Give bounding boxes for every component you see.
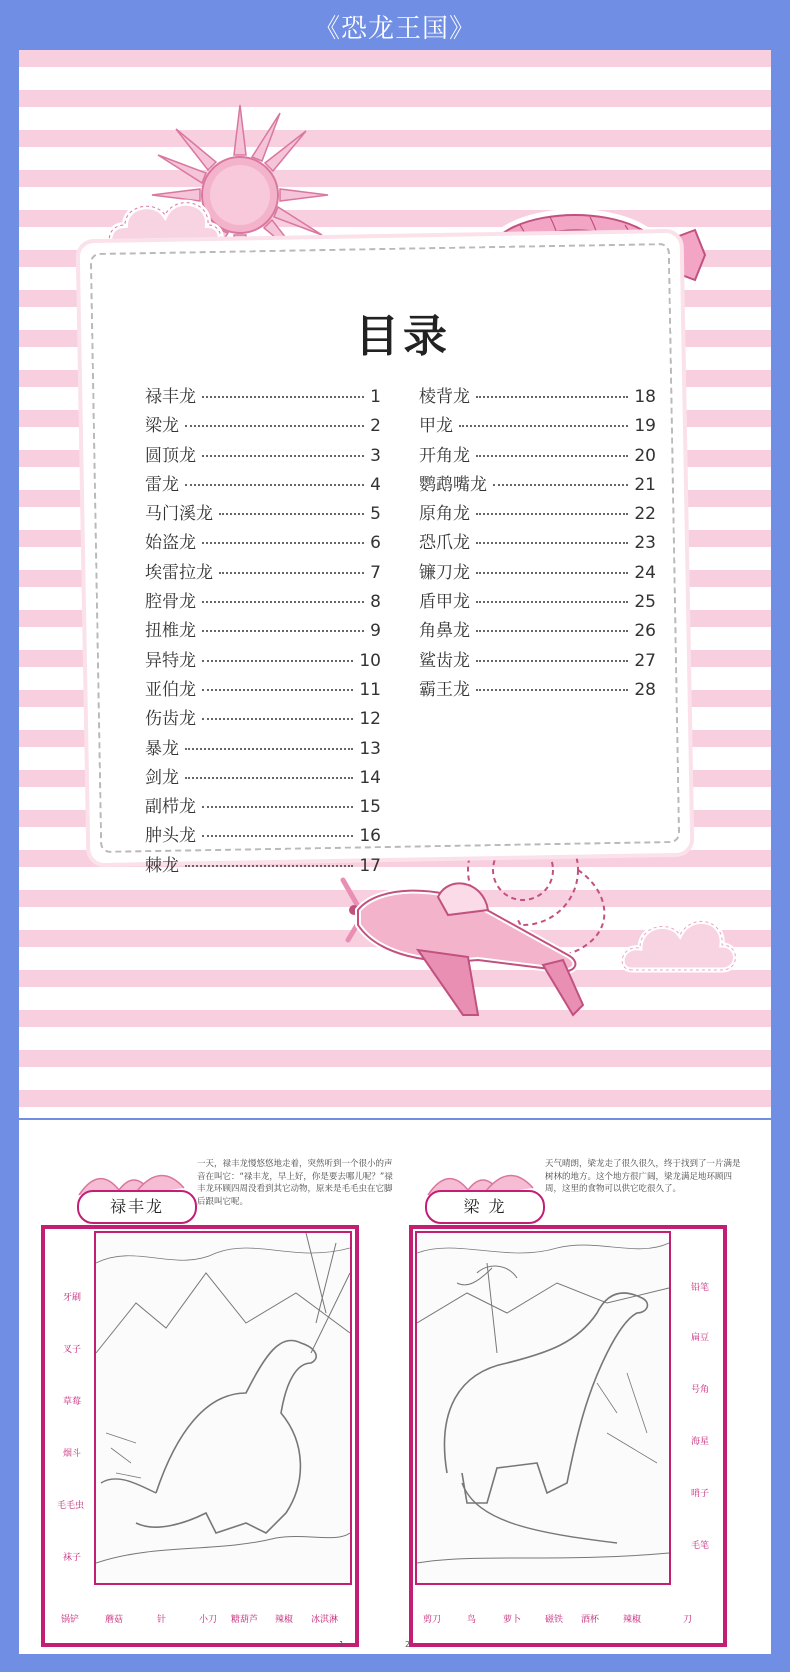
find-item-label: 号角 <box>691 1385 710 1395</box>
dinosaur-name-label: 梁 龙 <box>425 1190 545 1224</box>
page-number: 1 <box>339 1640 345 1649</box>
find-item-label: 冰淇淋 <box>311 1615 339 1625</box>
airplane-icon <box>318 865 608 1065</box>
page-lianglong <box>395 1120 771 1654</box>
find-item-label: 锅铲 <box>61 1615 80 1625</box>
find-item-label: 哨子 <box>691 1489 710 1499</box>
toc-entry[interactable]: 角鼻龙 26 <box>419 621 656 642</box>
toc-left-column <box>145 382 381 880</box>
story-text: 天气晴朗，梁龙走了很久很久，终于找到了一片满是树林的地方。这个地方很广阔，梁龙满足地环顾四周，这里的食物可以供它吃很久了。 <box>545 1159 741 1194</box>
toc-entry[interactable]: 始盗龙 6 <box>145 533 381 554</box>
toc-entry[interactable]: 剑龙 14 <box>145 767 381 788</box>
toc-entry[interactable]: 甲龙 19 <box>419 416 656 437</box>
find-item-label: 蘑菇 <box>105 1615 124 1625</box>
find-item-label: 酒杯 <box>581 1615 600 1625</box>
toc-entry[interactable]: 霸王龙 28 <box>419 679 656 700</box>
find-item-label: 扁豆 <box>691 1333 710 1343</box>
toc-entry[interactable]: 扭椎龙 9 <box>145 621 381 642</box>
toc-entry[interactable]: 副栉龙 15 <box>145 797 381 818</box>
cloud-icon <box>620 900 740 990</box>
toc-entry[interactable]: 原角龙 22 <box>419 504 656 525</box>
toc-entry[interactable]: 亚伯龙 11 <box>145 679 381 700</box>
toc-entry[interactable]: 禄丰龙 1 <box>145 387 381 407</box>
page-number: 2 <box>405 1640 411 1649</box>
toc-entry[interactable]: 暴龙 13 <box>145 738 381 759</box>
toc-right-column <box>419 382 656 704</box>
toc-entry[interactable]: 腔骨龙 8 <box>145 592 381 613</box>
find-item-label: 毛笔 <box>691 1541 710 1551</box>
puzzle-illustration[interactable] <box>415 1231 671 1585</box>
find-item-label: 铅笔 <box>691 1283 710 1293</box>
find-item-label: 辣椒 <box>275 1615 294 1625</box>
page-lufenglong <box>19 1120 395 1654</box>
find-item-label: 磁铁 <box>545 1615 564 1625</box>
find-item-label: 萝卜 <box>503 1615 522 1625</box>
toc-entry[interactable]: 开角龙 20 <box>419 445 656 466</box>
book-title: 《恐龙王国》 <box>313 14 476 44</box>
toc-entry[interactable]: 肿头龙 16 <box>145 826 381 847</box>
toc-entry[interactable]: 埃雷拉龙 7 <box>145 562 381 583</box>
find-item-label: 糖葫芦 <box>231 1615 259 1625</box>
puzzle-illustration[interactable] <box>94 1231 352 1585</box>
dinosaur-name-label: 禄丰龙 <box>77 1190 197 1224</box>
toc-entry[interactable]: 棘龙 17 <box>145 855 381 876</box>
toc-entry[interactable]: 鲨齿龙 27 <box>419 650 656 671</box>
toc-entry[interactable]: 伤齿龙 12 <box>145 709 381 730</box>
sample-spread <box>19 1120 771 1654</box>
toc-entry[interactable]: 恐爪龙 23 <box>419 533 656 554</box>
toc-entry[interactable]: 雷龙 4 <box>145 474 381 495</box>
find-item-label: 叉子 <box>63 1345 82 1355</box>
toc-heading: 目录 <box>355 311 451 362</box>
toc-entry[interactable]: 马门溪龙 5 <box>145 504 381 525</box>
find-item-label: 辣椒 <box>623 1615 642 1625</box>
find-item-label: 牙刷 <box>63 1293 82 1303</box>
toc-entry[interactable]: 圆顶龙 3 <box>145 445 381 466</box>
find-item-label: 草莓 <box>63 1397 82 1407</box>
find-item-label: 毛毛虫 <box>57 1501 85 1511</box>
find-item-label: 小刀 <box>199 1615 218 1625</box>
toc-entry[interactable]: 梁龙 2 <box>145 416 381 437</box>
toc-entry[interactable]: 棱背龙 18 <box>419 387 656 407</box>
find-item-label: 剪刀 <box>423 1615 442 1625</box>
find-item-label: 针 <box>157 1615 167 1625</box>
find-item-label: 海星 <box>691 1437 710 1447</box>
find-item-label: 鸟 <box>467 1615 477 1625</box>
toc-entry[interactable]: 盾甲龙 25 <box>419 592 656 613</box>
find-item-label: 刀 <box>683 1615 693 1625</box>
toc-entry[interactable]: 异特龙 10 <box>145 650 381 671</box>
story-text: 一天，禄丰龙慢悠悠地走着，突然听到一个很小的声音在叫它：“禄丰龙，早上好，你是要去哪儿呢？”禄丰龙环顾四周没看到其它动物，原来是毛毛虫在它脚后跟叫它呢。 <box>197 1159 393 1207</box>
find-item-label: 袜子 <box>63 1553 82 1563</box>
find-item-label: 烟斗 <box>63 1449 82 1459</box>
toc-entry[interactable]: 镰刀龙 24 <box>419 562 656 583</box>
toc-entry[interactable]: 鹦鹉嘴龙 21 <box>419 474 656 495</box>
